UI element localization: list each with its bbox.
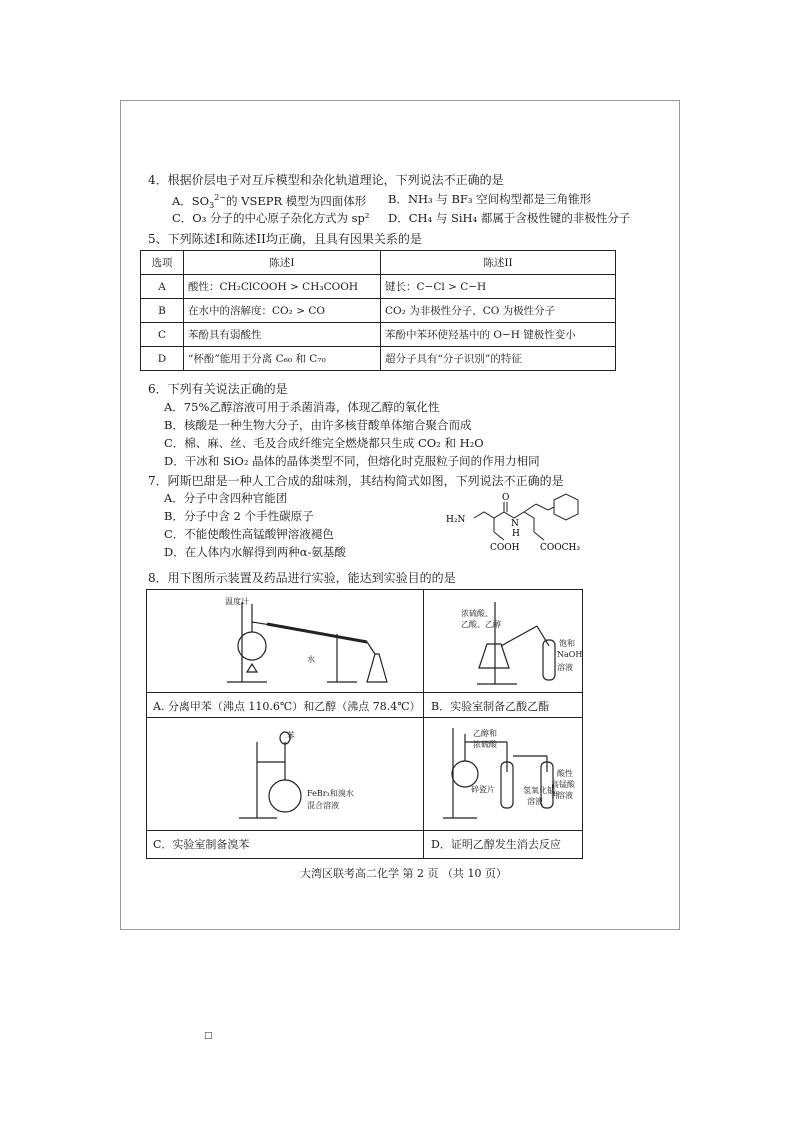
label-thermometer: 温度计 [225, 597, 249, 606]
label-d-kmno-2: 高锰酸钾 [551, 780, 575, 800]
apparatus-d-elimination [437, 722, 577, 826]
q6-stem: 6．下列有关说法正确的是 [148, 382, 288, 396]
struct-label: H [512, 529, 520, 539]
label-d-r2: 浓硫酸 [473, 740, 497, 749]
header-cell: 陈述II [381, 251, 616, 275]
label-d-kmno-1: 酸性 [557, 769, 573, 778]
label-b-sat-3: 溶液 [557, 663, 573, 672]
page-footer: 大湾区联考高二化学 第 2 页 （共 10 页） [300, 867, 507, 880]
table-cell: 超分子具有“分子识别”的特征 [381, 347, 616, 371]
table-row [141, 299, 616, 323]
table-cell: 键长：C−Cl > C−H [381, 275, 616, 299]
header-cell: 陈述I [184, 251, 381, 275]
table-row [141, 323, 616, 347]
q4-option-c: C．O₃ 分子的中心原子杂化方式为 sp² [172, 211, 370, 225]
table-cell: 苯酚具有弱酸性 [184, 323, 381, 347]
struct-label: COOH [490, 543, 520, 553]
label-b-reagent-2: 乙酸、乙醇 [461, 620, 501, 629]
q8-stem: 8．用下图所示装置及药品进行实验，能达到实验目的的是 [148, 571, 456, 585]
struct-label: COOCH₃ [540, 543, 580, 553]
label-benzene: 苯 [287, 731, 295, 740]
label-d-chips: 碎瓷片 [471, 785, 495, 794]
struct-label: N [511, 519, 519, 529]
caption-a: A. 分离甲苯（沸点 110.6℃）和乙醇（沸点 78.4℃） [153, 700, 421, 713]
label-b-sat-1: 饱和 [559, 639, 575, 648]
struct-label: O [502, 493, 510, 503]
label-c-mix-2: 混合溶液 [307, 801, 339, 810]
label-d-r1: 乙醇和 [473, 729, 497, 738]
label-water: 水 [307, 655, 315, 664]
table-cell: CO₂ 为非极性分子，CO 为极性分子 [381, 299, 616, 323]
table-row [141, 347, 616, 371]
caption-c: C．实验室制备溴苯 [153, 838, 250, 851]
label-b-reagent-1: 浓硫酸、 [461, 609, 493, 618]
q6-option-c: C．棉、麻、丝、毛及合成纤维完全燃烧都只生成 CO₂ 和 H₂O [164, 436, 484, 450]
label-b-sat-2: NaOH [557, 650, 583, 659]
table-cell: “杯酚”能用于分离 C₆₀ 和 C₇₀ [184, 347, 381, 371]
table-cell: C [141, 323, 184, 347]
aspartame-structure-diagram [446, 488, 596, 560]
table-cell: 酸性：CH₂ClCOOH > CH₃COOH [184, 275, 381, 299]
q7-option-a: A．分子中含四种官能团 [164, 491, 288, 505]
q7-option-b: B．分子中含 2 个手性碳原子 [164, 509, 314, 523]
table-cell: D [141, 347, 184, 371]
table-cell: 在水中的溶解度：CO₂ > CO [184, 299, 381, 323]
q7-option-c: C．不能使酸性高锰酸钾溶液褪色 [164, 527, 334, 541]
label-d-naoh-1: 氢氧化钠 [523, 786, 555, 795]
table-cell: 苯酚中苯环使羟基中的 O−H 键极性变小 [381, 323, 616, 347]
struct-label: H₂N [446, 515, 466, 525]
q8-apparatus-grid [146, 589, 583, 859]
q5-table [140, 250, 616, 371]
table-header-row [141, 251, 616, 275]
label-d-kmno-3: 溶液 [557, 791, 573, 800]
label-c-mix-1: FeBr₃和溴水 [307, 789, 354, 798]
q7-stem: 7．阿斯巴甜是一种人工合成的甜味剂，其结构简式如图，下列说法不正确的是 [148, 474, 564, 488]
table-cell: A [141, 275, 184, 299]
table-cell: B [141, 299, 184, 323]
table-row [141, 275, 616, 299]
stray-mark: □ [204, 1031, 213, 1041]
q4-option-d: D．CH₄ 与 SiH₄ 都属于含极性键的非极性分子 [388, 211, 631, 225]
q4-option-a: A．$SO_3^{2-}$的 VSEPR 模型为四面体形 [172, 193, 367, 211]
q4-stem: 4．根据价层电子对互斥模型和杂化轨道理论，下列说法不正确的是 [148, 173, 504, 187]
q4-option-b: B．NH₃ 与 BF₃ 空间构型都是三角锥形 [388, 192, 592, 206]
caption-b: B．实验室制备乙酸乙酯 [431, 700, 550, 713]
q6-option-a: A．75%乙醇溶液可用于杀菌消毒，体现乙醇的氧化性 [164, 400, 440, 414]
q5-stem: 5、下列陈述I和陈述II均正确，且具有因果关系的是 [148, 232, 422, 246]
apparatus-a-distillation [207, 594, 417, 690]
header-cell: 选项 [141, 251, 184, 275]
q6-option-d: D．干冰和 SiO₂ 晶体的晶体类型不同，但熔化时克服粒子间的作用力相同 [164, 454, 540, 468]
q7-option-d: D．在人体内水解得到两种α-氨基酸 [164, 545, 346, 559]
q6-option-b: B．核酸是一种生物大分子，由许多核苷酸单体缩合聚合而成 [164, 418, 472, 432]
label-d-naoh-2: 溶液 [527, 797, 543, 806]
caption-d: D．证明乙醇发生消去反应 [431, 838, 561, 851]
